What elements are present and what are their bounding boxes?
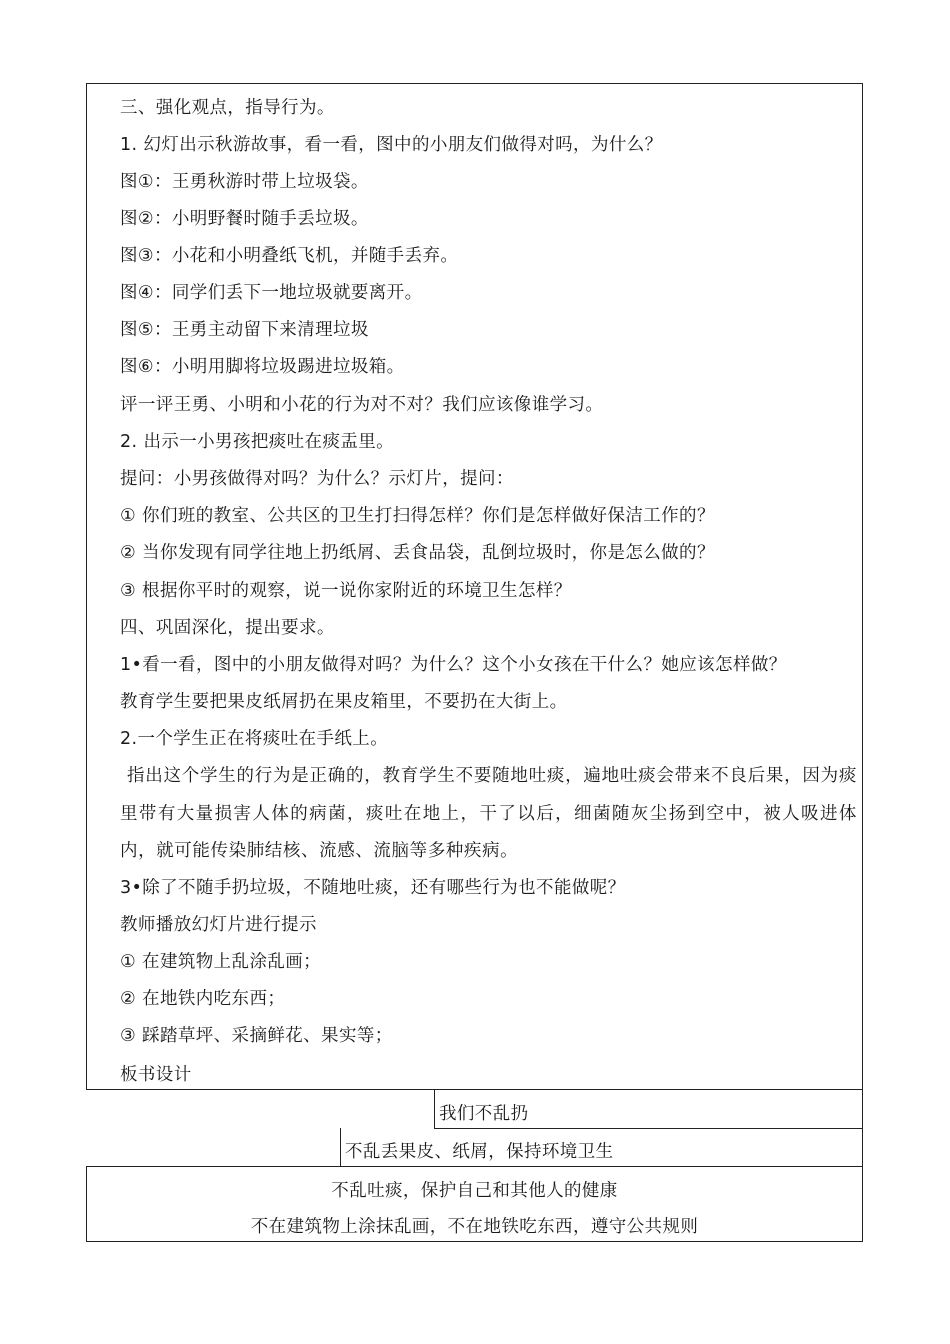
board-row2-text: 不乱丢果皮、纸屑，保持环境卫生 bbox=[345, 1142, 614, 1162]
lesson-line: 图①：王勇秋游时带上垃圾袋。 bbox=[120, 172, 369, 192]
section-heading-3: 三、强化观点，指导行为。 bbox=[120, 98, 335, 118]
lesson-line: 2.一个学生正在将痰吐在手纸上。 bbox=[120, 729, 389, 749]
lesson-line: ② 当你发现有同学往地上扔纸屑、丢食品袋，乱倒垃圾时，你是怎么做的？ bbox=[120, 543, 715, 563]
lesson-line: 图④：同学们丢下一地垃圾就要离开。 bbox=[120, 283, 423, 303]
lesson-paragraph: 指出这个学生的行为是正确的，教育学生不要随地吐痰，遍地吐痰会带来不良后果，因为痰里带有大量损害人体的病菌，痰吐在地上，干了以后，细菌随灰尘扬到空中，被人吸进体内，就可能传染肺结核、流感、流脑等多种疾病。 bbox=[120, 766, 857, 861]
lesson-line: 提问：小男孩做得对吗？为什么？示灯片，提问： bbox=[120, 469, 514, 489]
board-row3-line2: 不在建筑物上涂抹乱画，不在地铁吃东西，遵守公共规则 bbox=[250, 1217, 699, 1237]
lesson-line: 1. 幻灯出示秋游故事，看一看，图中的小朋友们做得对吗，为什么？ bbox=[120, 135, 663, 155]
lesson-line: 教育学生要把果皮纸屑扔在果皮箱里，不要扔在大街上。 bbox=[120, 692, 568, 712]
lesson-line: 图②：小明野餐时随手丢垃圾。 bbox=[120, 209, 369, 229]
lesson-line: 教师播放幻灯片进行提示 bbox=[120, 915, 317, 935]
lesson-line: 图⑤：王勇主动留下来清理垃圾 bbox=[120, 320, 369, 340]
lesson-line: 图③：小花和小明叠纸飞机，并随手丢弃。 bbox=[120, 246, 459, 266]
board-title: 我们不乱扔 bbox=[439, 1104, 529, 1124]
lesson-line: ② 在地铁内吃东西； bbox=[120, 989, 286, 1009]
lesson-line: ③ 根据你平时的观察，说一说你家附近的环境卫生怎样？ bbox=[120, 581, 572, 601]
board-design-heading: 板书设计 bbox=[120, 1065, 192, 1085]
lesson-line: 2. 出示一小男孩把痰吐在痰盂里。 bbox=[120, 432, 395, 452]
lesson-line: 1•看一看，图中的小朋友做得对吗？为什么？这个小女孩在干什么？她应该怎样做？ bbox=[120, 655, 787, 675]
lesson-line: 图⑥：小明用脚将垃圾踢进垃圾箱。 bbox=[120, 357, 405, 377]
lesson-line: 评一评王勇、小明和小花的行为对不对？我们应该像谁学习。 bbox=[120, 395, 604, 415]
lesson-line: ① 在建筑物上乱涂乱画； bbox=[120, 952, 322, 972]
section-heading-4: 四、巩固深化，提出要求。 bbox=[120, 618, 335, 638]
board-row3-line1: 不乱吐痰，保护自己和其他人的健康 bbox=[331, 1181, 618, 1201]
lesson-line: ③ 踩踏草坪、采摘鲜花、果实等； bbox=[120, 1026, 393, 1046]
lesson-line: ① 你们班的教室、公共区的卫生打扫得怎样？你们是怎样做好保洁工作的？ bbox=[120, 506, 715, 526]
lesson-line: 3•除了不随手扔垃圾，不随地吐痰，还有哪些行为也不能做呢？ bbox=[120, 878, 626, 898]
